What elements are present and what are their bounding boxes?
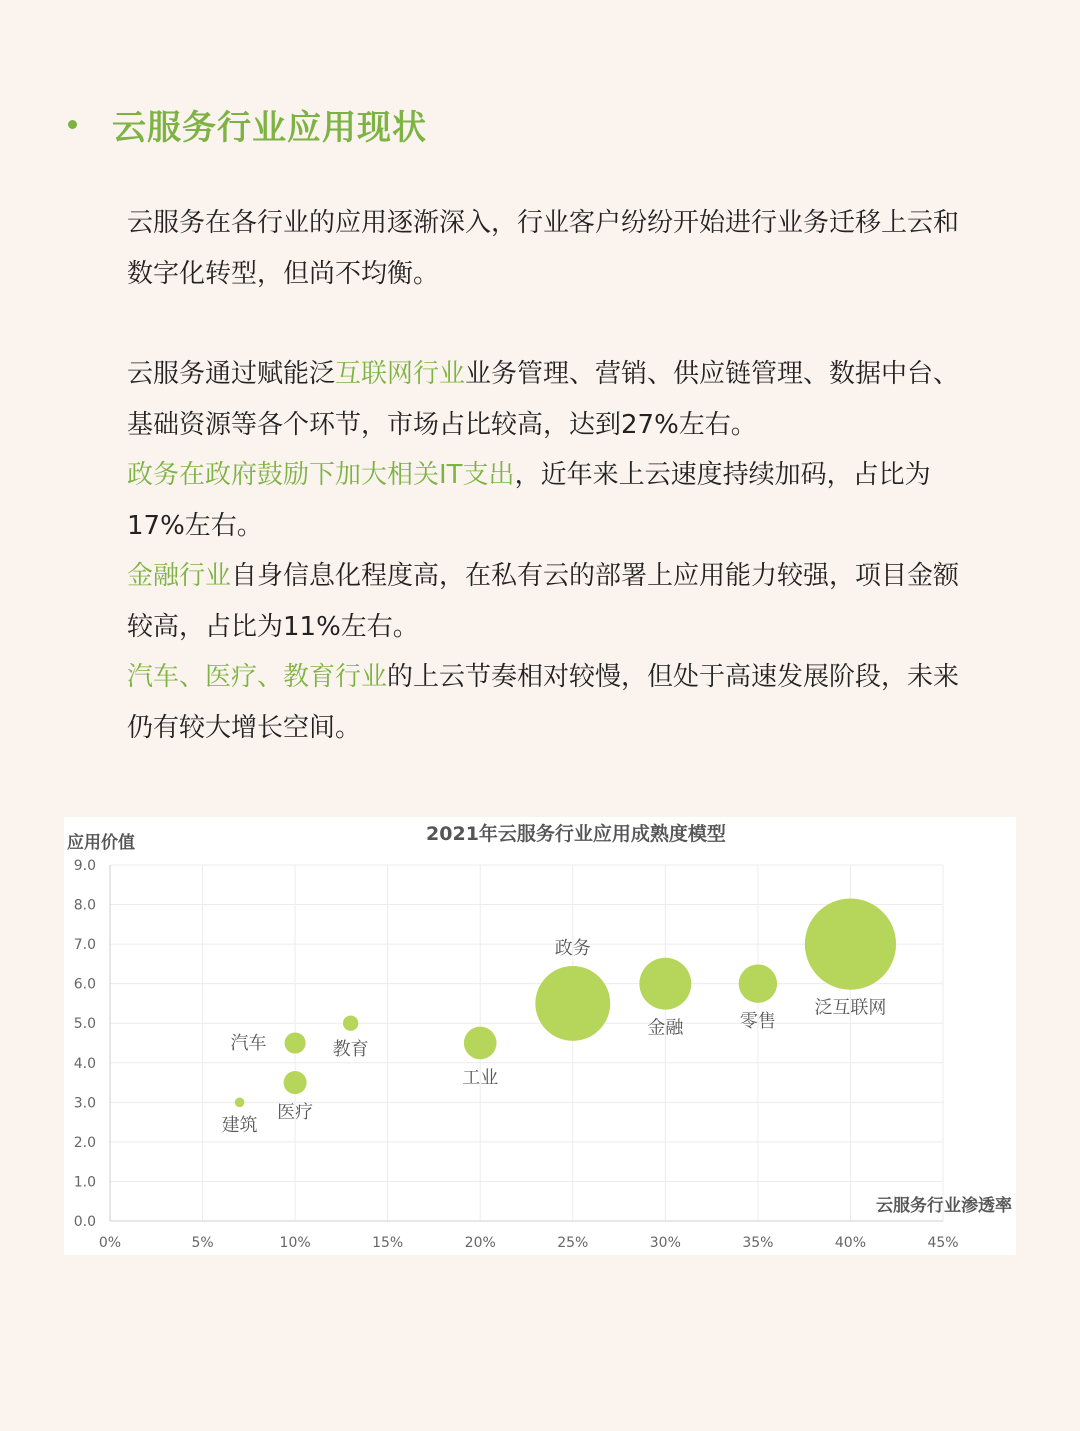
bubble-label: 金融 bbox=[647, 1017, 684, 1039]
auto-medical-education-paragraph bbox=[127, 652, 967, 753]
internet-text-b: 业务管理、营销、供应链管理、数据中台、基础资源等各个环节，市场占比较高，达到27%左右。 bbox=[127, 359, 960, 440]
bubble-建筑 bbox=[235, 1098, 245, 1108]
bubble-汽车 bbox=[285, 1032, 306, 1053]
bubble-金融 bbox=[639, 958, 691, 1010]
y-axis-label: 应用价值 bbox=[67, 833, 135, 853]
x-tick-label: 35% bbox=[742, 1235, 774, 1251]
chart-title: 2021年云服务行业应用成熟度模型 bbox=[426, 823, 726, 845]
y-tick-label: 3.0 bbox=[73, 1095, 96, 1112]
x-tick-label: 30% bbox=[649, 1235, 681, 1251]
internet-highlight: 互联网行业 bbox=[335, 359, 466, 389]
y-tick-label: 8.0 bbox=[73, 897, 96, 914]
bullet-dot-icon bbox=[68, 120, 77, 129]
x-tick-label: 45% bbox=[927, 1235, 959, 1251]
internet-text-a: 云服务通过赋能泛 bbox=[127, 359, 336, 389]
finance-highlight: 金融行业 bbox=[127, 561, 232, 591]
section-title: 云服务行业应用现状 bbox=[112, 108, 427, 148]
x-axis-label: 云服务行业渗透率 bbox=[876, 1196, 1012, 1216]
bubble-零售 bbox=[739, 964, 777, 1002]
section-heading bbox=[68, 100, 427, 149]
government-highlight: 政务在政府鼓励下加大相关IT支出 bbox=[127, 460, 515, 490]
bubble-chart bbox=[64, 817, 1016, 1255]
government-paragraph bbox=[127, 450, 967, 551]
bubble-label: 建筑 bbox=[221, 1115, 258, 1137]
bubble-label: 教育 bbox=[332, 1038, 369, 1060]
x-tick-label: 15% bbox=[372, 1235, 404, 1251]
internet-paragraph bbox=[127, 349, 967, 450]
bubble-政务 bbox=[535, 966, 610, 1041]
y-tick-label: 9.0 bbox=[73, 858, 96, 874]
x-tick-label: 0% bbox=[98, 1235, 122, 1251]
intro-paragraph bbox=[127, 198, 967, 299]
y-tick-label: 5.0 bbox=[73, 1016, 96, 1033]
bubble-label: 医疗 bbox=[277, 1102, 314, 1124]
bubble-泛互联网 bbox=[805, 899, 896, 990]
x-tick-label: 25% bbox=[557, 1235, 589, 1251]
auto-medical-education-text: 的上云节奏相对较慢，但处于高速发展阶段，未来仍有较大增长空间。 bbox=[127, 662, 960, 743]
detail-paragraphs bbox=[127, 349, 967, 753]
bubble-label: 工业 bbox=[462, 1067, 499, 1089]
y-tick-label: 7.0 bbox=[73, 937, 96, 954]
x-tick-label: 40% bbox=[834, 1235, 867, 1251]
y-tick-label: 6.0 bbox=[73, 976, 96, 993]
bubble-layer bbox=[222, 899, 896, 1137]
intro-text: 云服务在各行业的应用逐渐深入，行业客户纷纷开始进行业务迁移上云和数字化转型，但尚不均衡。 bbox=[127, 208, 960, 289]
y-tick-label: 0.0 bbox=[73, 1214, 96, 1230]
y-tick-label: 2.0 bbox=[73, 1134, 96, 1151]
bubble-label: 政务 bbox=[554, 938, 591, 960]
x-tick-label: 5% bbox=[191, 1235, 214, 1251]
bubble-工业 bbox=[464, 1027, 497, 1060]
government-text: ，近年来上云速度持续加码，占比为17%左右。 bbox=[127, 460, 931, 541]
bubble-label: 零售 bbox=[739, 1010, 776, 1032]
bubble-医疗 bbox=[284, 1071, 307, 1094]
finance-paragraph bbox=[127, 551, 967, 652]
bubble-label: 汽车 bbox=[230, 1033, 267, 1054]
bubble-label: 泛互联网 bbox=[814, 997, 887, 1019]
auto-medical-education-highlight: 汽车、医疗、教育行业 bbox=[127, 662, 388, 692]
x-tick-label: 10% bbox=[279, 1235, 311, 1251]
x-tick-label: 20% bbox=[464, 1235, 496, 1251]
bubble-chart-svg bbox=[64, 817, 1016, 1255]
y-tick-label: 4.0 bbox=[73, 1055, 96, 1072]
finance-text: 自身信息化程度高，在私有云的部署上应用能力较强，项目金额较高，占比为11%左右。 bbox=[127, 561, 960, 642]
y-tick-label: 1.0 bbox=[73, 1174, 96, 1191]
bubble-教育 bbox=[343, 1016, 358, 1031]
